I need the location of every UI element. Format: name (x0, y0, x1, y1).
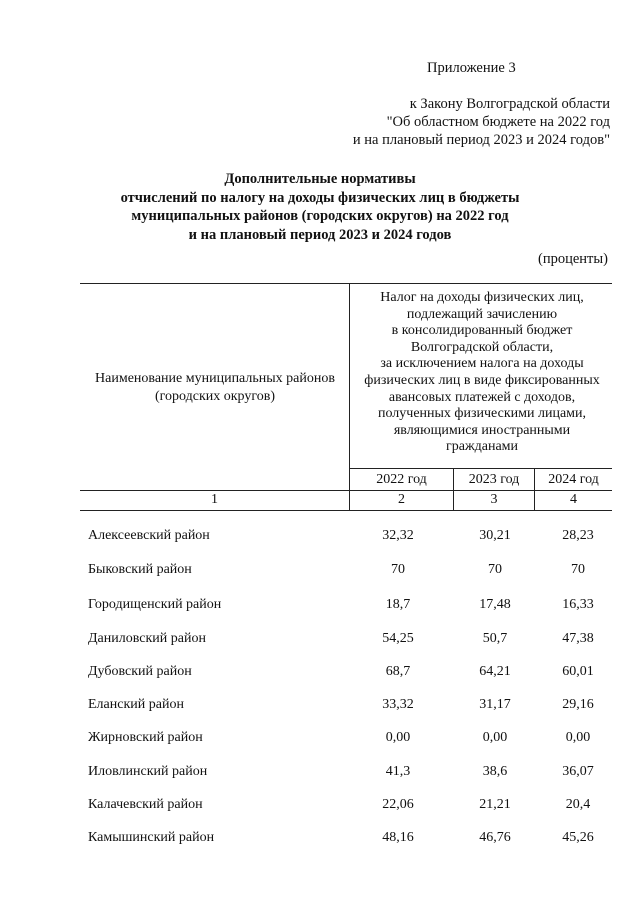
table-row (0, 830, 640, 850)
value-2023: 17,48 (479, 597, 511, 612)
column-number-1: 1 (211, 492, 218, 507)
value-2022: 22,06 (382, 797, 414, 812)
value-2024: 36,07 (562, 764, 594, 779)
value-2022: 18,7 (385, 597, 411, 612)
value-2024: 60,01 (562, 664, 594, 679)
year-header-2024: 2024 год (548, 472, 599, 487)
table-row (0, 597, 640, 617)
header-line: Наименование муниципальных районов (95, 371, 335, 386)
column-header-name (80, 370, 350, 406)
law-line: к Закону Волгоградской области (409, 96, 610, 112)
year-header-2022: 2022 год (376, 472, 427, 487)
units-label: (проценты) (538, 251, 608, 267)
district-name: Городищенский район (88, 597, 222, 612)
value-2023: 21,21 (479, 797, 511, 812)
table-row (0, 764, 640, 784)
table-top-border (80, 283, 612, 284)
law-reference (300, 95, 610, 149)
value-2023: 38,6 (482, 764, 508, 779)
value-2022: 0,00 (385, 730, 411, 745)
law-line: и на плановый период 2023 и 2024 годов" (352, 132, 610, 148)
value-2023: 30,21 (479, 528, 511, 543)
header-line: подлежащий зачислению (406, 306, 558, 322)
value-2022: 54,25 (382, 631, 414, 646)
table-row (0, 562, 640, 582)
table-row (0, 528, 640, 548)
value-2023: 70 (488, 562, 502, 577)
value-2024: 16,33 (562, 597, 594, 612)
law-line: "Об областном бюджете на 2022 год (386, 114, 610, 130)
column-header-tax (352, 290, 612, 456)
value-2024: 45,26 (562, 830, 594, 845)
district-name: Алексеевский район (88, 528, 210, 543)
header-line: полученных физическими лицами, (377, 406, 587, 422)
table-row (0, 730, 640, 750)
value-2022: 68,7 (385, 664, 411, 679)
column-number-4: 4 (570, 492, 577, 507)
district-name: Дубовский район (88, 664, 192, 679)
header-line: (городских округов) (154, 389, 276, 404)
title-line: и на плановый период 2023 и 2024 годов (188, 226, 452, 243)
value-2023: 46,76 (479, 830, 511, 845)
header-bottom-border (80, 490, 612, 491)
value-2022: 48,16 (382, 830, 414, 845)
district-name: Калачевский район (88, 797, 203, 812)
value-2024: 29,16 (562, 697, 594, 712)
table-row (0, 797, 640, 817)
district-name: Еланский район (88, 697, 184, 712)
year-header-2023: 2023 год (468, 472, 520, 487)
value-2022: 33,32 (382, 697, 414, 712)
value-2024: 47,38 (562, 631, 594, 646)
header-line: Налог на доходы физических лиц, (380, 290, 584, 305)
value-2023: 31,17 (479, 697, 511, 712)
appendix-label: Приложение 3 (427, 60, 516, 76)
title-line: отчислений по налогу на доходы физических лиц в бюджеты (120, 189, 520, 206)
district-name: Жирновский район (88, 730, 203, 745)
table-row (0, 664, 640, 684)
value-2024: 70 (571, 562, 585, 577)
document-title (100, 170, 540, 244)
value-2022: 41,3 (385, 764, 411, 779)
value-2024: 28,23 (562, 528, 594, 543)
header-line: за исключением налога на доходы (380, 356, 584, 372)
title-line: муниципальных районов (городских округов) на 2022 год (131, 208, 509, 224)
header-line: физических лиц в виде фиксированных (364, 372, 600, 388)
title-line: Дополнительные нормативы (224, 171, 416, 187)
column-number-2: 2 (398, 492, 405, 507)
header-line: авансовых платежей с доходов, (388, 389, 576, 405)
value-2023: 50,7 (482, 631, 508, 646)
district-name: Камышинский район (88, 830, 215, 845)
header-line: в консолидированный бюджет (391, 323, 573, 339)
table-row (0, 697, 640, 717)
year-row-top-border (350, 468, 612, 469)
value-2022: 70 (391, 562, 405, 577)
district-name: Быковский район (88, 562, 192, 577)
value-2022: 32,32 (382, 528, 414, 543)
table-row (0, 631, 640, 651)
value-2024: 0,00 (565, 730, 591, 745)
district-name: Даниловский район (88, 631, 206, 646)
value-2023: 64,21 (479, 664, 511, 679)
header-line: гражданами (445, 439, 519, 455)
column-number-3: 3 (490, 492, 498, 507)
header-line: являющимися иностранными (393, 422, 571, 438)
header-line: Волгоградской области, (410, 339, 554, 355)
district-name: Иловлинский район (88, 764, 208, 779)
colnum-bottom-border (80, 510, 612, 511)
value-2024: 20,4 (565, 797, 591, 812)
value-2023: 0,00 (482, 730, 508, 745)
